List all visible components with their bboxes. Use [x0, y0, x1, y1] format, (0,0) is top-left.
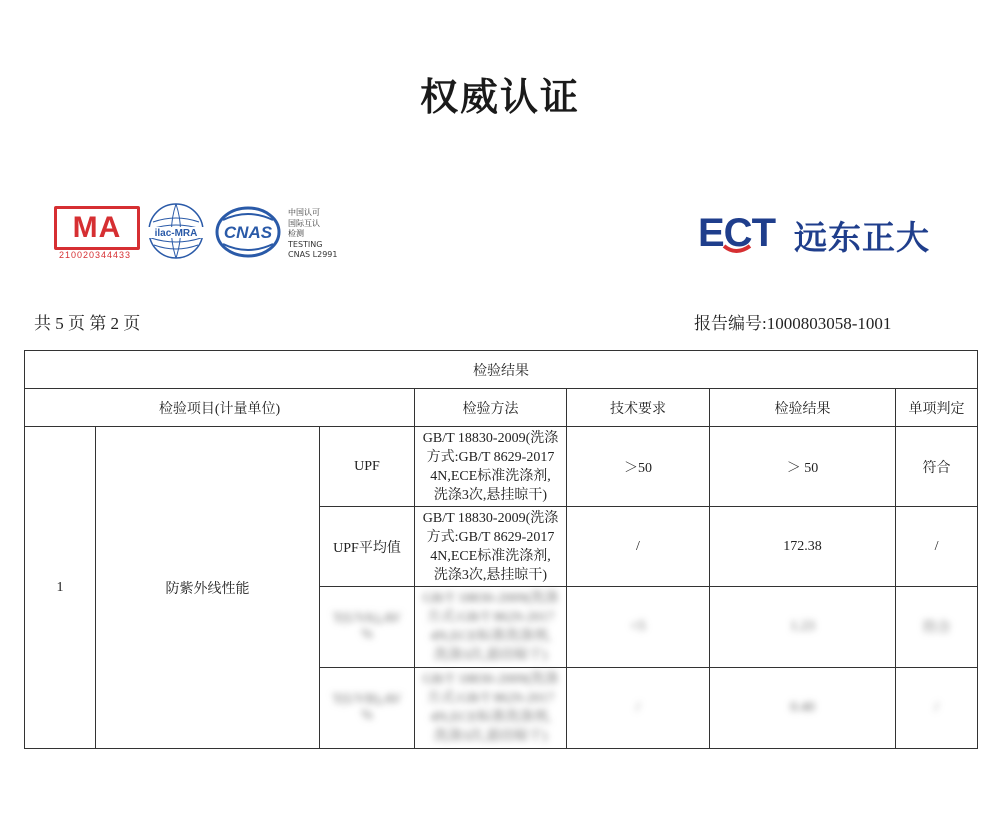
cnas-logo [215, 206, 281, 258]
cnas-caption-line: TESTING [288, 239, 323, 249]
header-method: 检验方法 [415, 389, 567, 427]
method-line: 4N,ECE标准洗涤剂, [430, 548, 551, 564]
page-info: 共 5 页 第 2 页 [34, 314, 141, 333]
sub-item-line: T(UVB),AV [332, 692, 402, 707]
table-title: 检验结果 [25, 351, 978, 389]
ilac-text: ilac-MRA [154, 228, 198, 239]
test-method [415, 587, 567, 668]
header-judgment: 单项判定 [896, 389, 978, 427]
judgment: / [896, 507, 978, 587]
header-result: 检验结果 [710, 389, 896, 427]
method-line: 方式:GB/T 8629-2017 [426, 449, 555, 465]
row-number: 1 [25, 427, 96, 749]
test-method [415, 668, 567, 749]
result: 0.40 [710, 668, 896, 749]
test-method [415, 427, 567, 507]
sub-item: UPF [320, 427, 415, 507]
page-title: 权威认证 [419, 75, 580, 119]
cnas-caption-line: 中国认可 [288, 208, 320, 217]
cnas-caption-line: 检测 [288, 229, 304, 238]
method-line: GB/T 18830-2009(洗涤 [422, 591, 559, 606]
requirement: / [567, 668, 710, 749]
method-line: 方式:GB/T 8629-2017 [426, 610, 555, 625]
method-line: 4N,ECE标准洗涤剂, [430, 629, 551, 644]
cnas-caption-line: CNAS L2991 [288, 250, 338, 259]
result: ＞ 50 [710, 427, 896, 507]
method-line: 4N,ECE标准洗涤剂, [430, 468, 551, 484]
requirement: ＞50 [567, 427, 710, 507]
sub-item: UPF平均值 [320, 507, 415, 587]
cnas-caption-line: 国际互认 [288, 218, 320, 228]
sub-item-line: T(UVA),AV [332, 611, 402, 626]
sub-item-line: % [361, 708, 373, 723]
table-row [25, 427, 978, 507]
method-line: GB/T 18830-2009(洗涤 [422, 430, 559, 446]
ect-logo-text: ECT [698, 211, 775, 255]
header-item: 检验项目(计量单位) [25, 389, 415, 427]
method-line: 4N,ECE标准洗涤剂, [430, 710, 551, 725]
result: 1.23 [710, 587, 896, 668]
method-line: 洗涤3次,悬挂晾干) [433, 648, 548, 663]
method-line: GB/T 18830-2009(洗涤 [422, 510, 559, 526]
report-number: 报告编号:1000803058-1001 [694, 314, 892, 333]
result: 172.38 [710, 507, 896, 587]
brand-name: 远东正大 [794, 218, 930, 257]
item-name: 防紫外线性能 [96, 427, 320, 749]
method-line: GB/T 18830-2009(洗涤 [422, 672, 559, 687]
ect-logo-mark [698, 210, 786, 256]
judgment: 符合 [896, 427, 978, 507]
method-line: 方式:GB/T 8629-2017 [426, 529, 555, 545]
sub-item-line: % [361, 627, 373, 642]
method-line: 方式:GB/T 8629-2017 [426, 691, 555, 706]
requirement: <5 [567, 587, 710, 668]
judgment: / [896, 668, 978, 749]
sub-item [320, 668, 415, 749]
ilac-mra-logo [147, 202, 205, 260]
header-requirement: 技术要求 [567, 389, 710, 427]
sub-item [320, 587, 415, 668]
method-line: 洗涤3次,悬挂晾干) [433, 567, 548, 583]
cma-number: 210020344433 [58, 250, 132, 260]
cma-mark: MA [54, 206, 140, 250]
cnas-caption [288, 208, 337, 261]
inspection-table [24, 350, 978, 749]
cnas-text: CNAS [223, 223, 273, 242]
requirement: / [567, 507, 710, 587]
method-line: 洗涤3次,悬挂晾干) [433, 729, 548, 744]
cma-logo [52, 206, 138, 264]
test-method [415, 507, 567, 587]
method-line: 洗涤3次,悬挂晾干) [433, 487, 548, 503]
judgment: 符合 [896, 587, 978, 668]
